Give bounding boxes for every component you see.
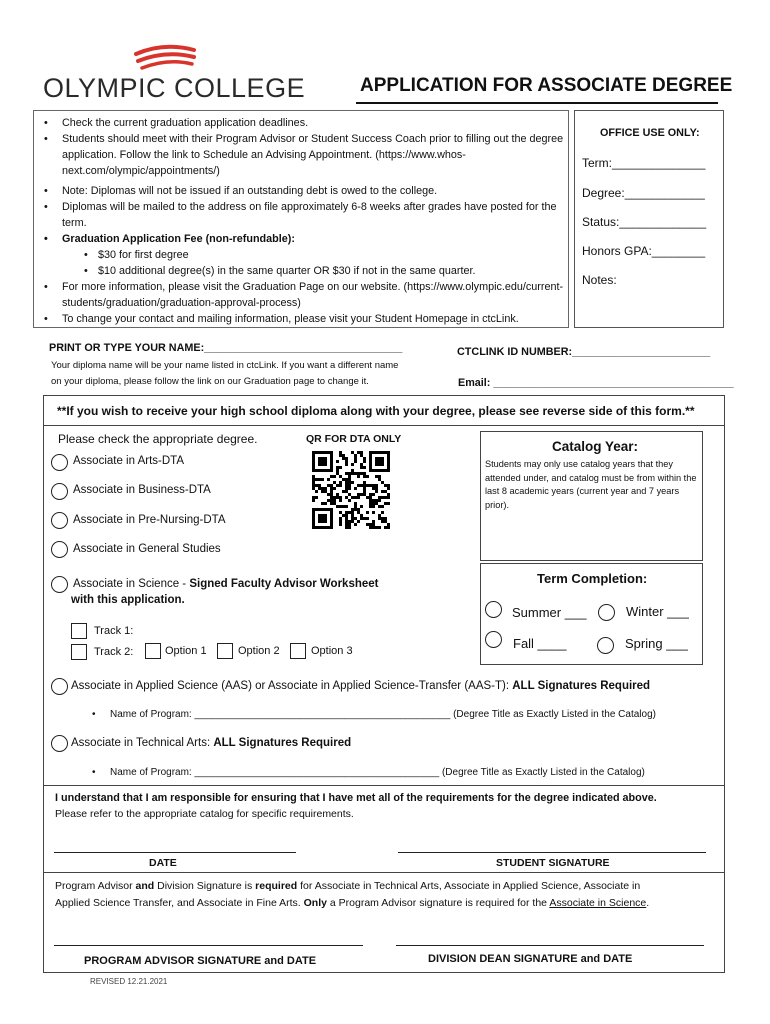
instruction-item: • Graduation Application Fee (non-refundable): — [40, 231, 565, 247]
advisor-note-text: . — [646, 897, 650, 909]
radio-term-winter[interactable] — [598, 604, 615, 621]
catalog-year-text: Students may only use catalog years that they attended under, and catalog must be from within the last 8 academic years (current year and 7 years prior). — [485, 459, 697, 510]
label-option-3: Option 3 — [311, 645, 353, 657]
qr-label: QR FOR DTA ONLY — [306, 433, 402, 445]
radio-term-summer[interactable] — [485, 601, 502, 618]
radio-term-spring[interactable] — [597, 637, 614, 654]
ctclink-id-field[interactable]: CTCLINK ID NUMBER:_______________________ — [457, 346, 711, 358]
responsibility-statement: I understand that I am responsible for ensuring that I have met all of the requirements for the degree indicated above. — [55, 792, 657, 804]
date-signature-line[interactable] — [54, 852, 296, 853]
check-degree-prompt: Please check the appropriate degree. — [58, 432, 258, 446]
checkbox-option-2[interactable] — [217, 643, 233, 659]
science-application-note: with this application. — [71, 594, 185, 606]
label-term-spring: Spring ___ — [625, 636, 688, 651]
radio-associate-applied-science[interactable] — [51, 678, 68, 695]
email-field[interactable]: Email: ________________________________________ — [458, 377, 734, 389]
student-name-field[interactable]: PRINT OR TYPE YOUR NAME:_________________________________ — [49, 342, 403, 354]
office-honors-gpa-field[interactable]: Honors GPA:________ — [582, 244, 706, 258]
radio-associate-general-studies[interactable] — [51, 541, 68, 558]
advisor-requirement-line-2 — [55, 897, 649, 909]
label-associate-prenursing-dta: Associate in Pre-Nursing-DTA — [73, 514, 226, 526]
instruction-item: • Check the current graduation application deadlines. — [40, 115, 565, 131]
tech-arts-label-text: Associate in Technical Arts: — [71, 737, 214, 749]
catalog-year-title: Catalog Year: — [552, 439, 639, 454]
dean-signature-label: DIVISION DEAN SIGNATURE and DATE — [428, 953, 633, 965]
advisor-requirement-line-1 — [55, 880, 640, 892]
advisor-note-emphasis: and — [135, 880, 155, 892]
label-option-1: Option 1 — [165, 645, 207, 657]
name-note-line-1: Your diploma name will be your name listed in ctcLink. If you want a different name — [51, 360, 399, 371]
label-term-winter: Winter ___ — [626, 604, 689, 619]
office-term-field[interactable]: Term:______________ — [582, 156, 706, 170]
instruction-item: • To change your contact and mailing information, please visit your Student Homepage in ctcLink. — [40, 311, 565, 327]
advisor-signature-label: PROGRAM ADVISOR SIGNATURE and DATE — [84, 955, 317, 967]
form-title: APPLICATION FOR ASSOCIATE DEGREE — [360, 75, 733, 96]
advisor-note-emphasis: required — [255, 880, 298, 892]
revision-date: REVISED 12.21.2021 — [90, 977, 168, 986]
student-signature-label: STUDENT SIGNATURE — [496, 857, 610, 869]
label-associate-technical-arts — [71, 737, 351, 749]
student-signature-line[interactable] — [398, 852, 706, 853]
divider — [43, 425, 725, 426]
high-school-diploma-notice: **If you wish to receive your high school diploma along with your degree, please see reverse side of this form.** — [57, 404, 695, 418]
label-term-summer: Summer ___ — [512, 605, 587, 620]
divider — [43, 785, 725, 786]
advisor-note-emphasis: Only — [303, 897, 327, 909]
instruction-subitem: • $30 for first degree — [40, 247, 565, 263]
label-associate-applied-science — [71, 680, 650, 692]
instruction-item: • For more information, please visit the Graduation Page on our website. (https://www.olympic.edu/current-students/graduation/graduation-approval-process) — [40, 279, 565, 311]
radio-associate-prenursing-dta[interactable] — [51, 512, 68, 529]
science-label-text: Associate in Science - — [73, 578, 190, 590]
aas-signature-note: ALL Signatures Required — [512, 680, 651, 692]
office-status-field[interactable]: Status:_____________ — [582, 215, 707, 229]
checkbox-option-1[interactable] — [145, 643, 161, 659]
office-degree-field[interactable]: Degree:____________ — [582, 186, 705, 200]
advisor-note-text: a Program Advisor signature is required for the — [326, 897, 550, 909]
advisor-note-text: Division Signature is — [154, 880, 256, 892]
term-completion-title: Term Completion: — [537, 571, 648, 586]
radio-associate-science[interactable] — [51, 576, 68, 593]
dean-signature-line[interactable] — [396, 945, 704, 946]
radio-term-fall[interactable] — [485, 631, 502, 648]
advisor-note-underline: Associate in Science — [549, 897, 647, 909]
instructions-list — [40, 115, 565, 327]
checkbox-option-3[interactable] — [290, 643, 306, 659]
checkbox-track-1[interactable] — [71, 623, 87, 639]
instruction-item: • Students should meet with their Program Advisor or Student Success Coach prior to filling out the degree application. Follow the link to Schedule an Advising Appointment. (https://www.whos-next.com/olympic/appointments/) — [40, 131, 565, 179]
title-underline — [356, 102, 718, 104]
office-use-title: OFFICE USE ONLY: — [600, 127, 700, 139]
college-logo-swoosh-icon — [134, 44, 196, 74]
office-notes-field[interactable]: Notes: — [582, 273, 617, 287]
label-track-2: Track 2: — [94, 646, 134, 658]
checkbox-track-2[interactable] — [71, 644, 87, 660]
science-worksheet-note: Signed Faculty Advisor Worksheet — [189, 578, 379, 590]
advisor-note-text: for Associate in Technical Arts, Associate in Applied Science, Associate in — [297, 880, 641, 892]
instruction-subitem: • $10 additional degree(s) in the same quarter OR $30 if not in the same quarter. — [40, 263, 565, 279]
label-associate-general-studies: Associate in General Studies — [73, 543, 221, 555]
divider — [43, 872, 725, 873]
radio-associate-business-dta[interactable] — [51, 483, 68, 500]
date-label: DATE — [149, 857, 177, 869]
instruction-item: • Diplomas will be mailed to the address on file approximately 6-8 weeks after grades have posted for the term. — [40, 199, 565, 231]
aas-program-name-field[interactable]: • Name of Program: ______________________________________________ (Degree Title as Exactly Listed in the Catalog) — [88, 709, 656, 720]
catalog-reference-note: Please refer to the appropriate catalog for specific requirements. — [55, 808, 354, 820]
tech-arts-signature-note: ALL Signatures Required — [213, 737, 352, 749]
college-logo-text: OLYMPIC COLLEGE — [43, 73, 306, 103]
tech-arts-program-name-field[interactable]: • Name of Program: ____________________________________________ (Degree Title as Exactly Listed in the Catalog) — [88, 767, 645, 778]
label-associate-business-dta: Associate in Business-DTA — [73, 484, 211, 496]
radio-associate-arts-dta[interactable] — [51, 454, 68, 471]
aas-label-text: Associate in Applied Science (AAS) or Associate in Applied Science-Transfer (AAS-T): — [71, 680, 513, 692]
radio-associate-technical-arts[interactable] — [51, 735, 68, 752]
advisor-signature-line[interactable] — [54, 945, 363, 946]
qr-code-icon[interactable] — [312, 450, 390, 530]
advisor-note-text: Program Advisor — [55, 880, 136, 892]
instruction-item: • Note: Diplomas will not be issued if an outstanding debt is owed to the college. — [40, 183, 565, 199]
name-note-line-2: on your diploma, please follow the link on our Graduation page to change it. — [51, 376, 369, 387]
label-option-2: Option 2 — [238, 645, 280, 657]
label-track-1: Track 1: — [94, 625, 134, 637]
advisor-note-text: Applied Science Transfer, and Associate in Fine Arts. — [55, 897, 304, 909]
label-associate-arts-dta: Associate in Arts-DTA — [73, 455, 184, 467]
label-associate-science — [73, 578, 379, 590]
label-term-fall: Fall ____ — [513, 636, 567, 651]
